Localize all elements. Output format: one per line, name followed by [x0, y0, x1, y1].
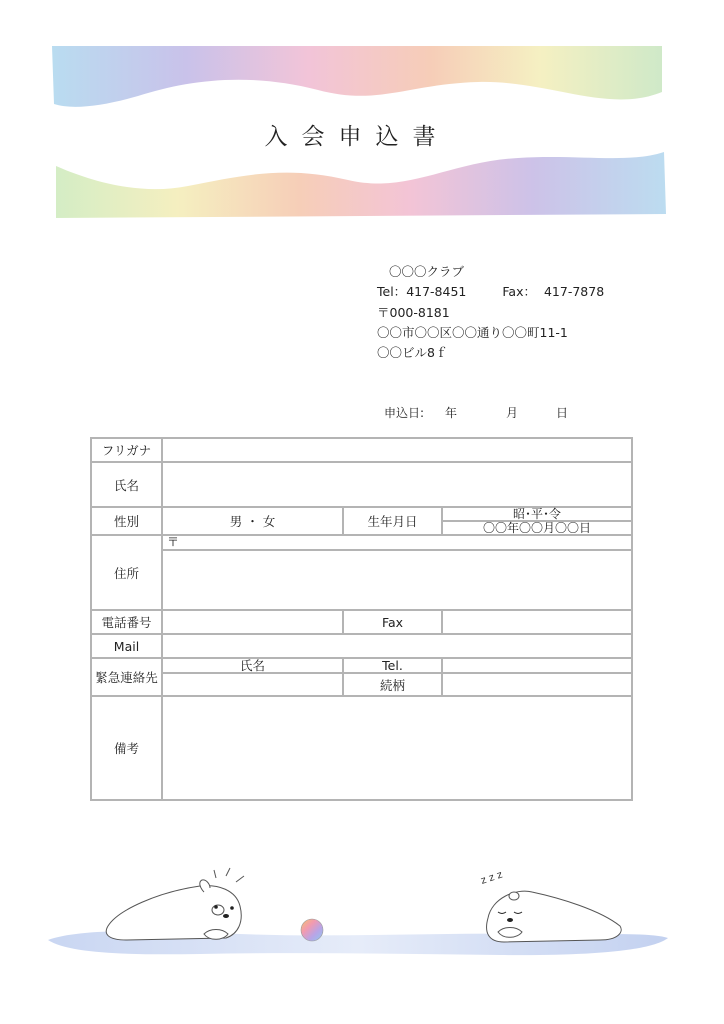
- emergency-label: 緊急連絡先: [91, 658, 162, 696]
- furigana-input[interactable]: [162, 438, 632, 462]
- birthdate-format[interactable]: 〇〇年〇〇月〇〇日: [442, 521, 632, 535]
- fax-label: Fax：: [502, 284, 536, 300]
- fax-input[interactable]: [442, 610, 632, 634]
- gender-label: 性別: [91, 507, 162, 535]
- name-input[interactable]: [162, 462, 632, 507]
- address-postal[interactable]: 〒: [162, 535, 632, 550]
- club-address: 〇〇市〇〇区〇〇通り〇〇町11-1: [377, 324, 568, 340]
- bear-left: [106, 868, 244, 940]
- mail-label: Mail: [91, 634, 162, 658]
- emergency-name-label: 氏名: [162, 658, 343, 673]
- fax-field-label: Fax: [343, 610, 442, 634]
- date-year: 年: [445, 406, 458, 420]
- furigana-label: フリガナ: [91, 438, 162, 462]
- sleep-zzz: z z z: [479, 869, 504, 887]
- page-title: 入会申込書: [264, 124, 450, 150]
- club-name: 〇〇〇クラブ: [389, 264, 465, 279]
- emergency-tel-input[interactable]: [442, 658, 632, 673]
- polar-bear-illustration: [40, 848, 680, 978]
- phone-label: 電話番号: [91, 610, 162, 634]
- address-input[interactable]: [162, 550, 632, 610]
- gender-options[interactable]: 男 ・ 女: [162, 507, 343, 535]
- application-date-label: 申込日:: [384, 406, 425, 420]
- remarks-label: 備考: [91, 696, 162, 800]
- bottom-wave: [56, 152, 666, 218]
- application-date: [384, 404, 568, 421]
- fax-number: 417-7878: [543, 284, 605, 300]
- club-phone-line: [377, 282, 604, 302]
- emergency-tel-label: Tel.: [343, 658, 442, 673]
- application-form: [90, 437, 633, 801]
- name-label: 氏名: [91, 462, 162, 507]
- mail-input[interactable]: [162, 634, 632, 658]
- birthdate-label: 生年月日: [343, 507, 442, 535]
- beach-ball: [301, 919, 323, 941]
- club-info: [377, 262, 604, 363]
- relationship-input[interactable]: [442, 673, 632, 696]
- bear-right: [487, 891, 622, 942]
- era-options[interactable]: 昭･平･令: [442, 507, 632, 521]
- club-postal: 〒000-8181: [377, 304, 450, 320]
- address-label: 住所: [91, 535, 162, 610]
- phone-input[interactable]: [162, 610, 343, 634]
- date-day: 日: [556, 406, 569, 420]
- relationship-label: 続柄: [343, 673, 442, 696]
- club-building: 〇〇ビル8ｆ: [377, 345, 448, 361]
- top-wave: [52, 46, 662, 107]
- remarks-input[interactable]: [162, 696, 632, 800]
- tel-number: 417-8451: [406, 284, 467, 300]
- emergency-name-input[interactable]: [162, 673, 343, 696]
- tel-label: Tel：: [377, 284, 407, 300]
- date-month: 月: [506, 406, 519, 420]
